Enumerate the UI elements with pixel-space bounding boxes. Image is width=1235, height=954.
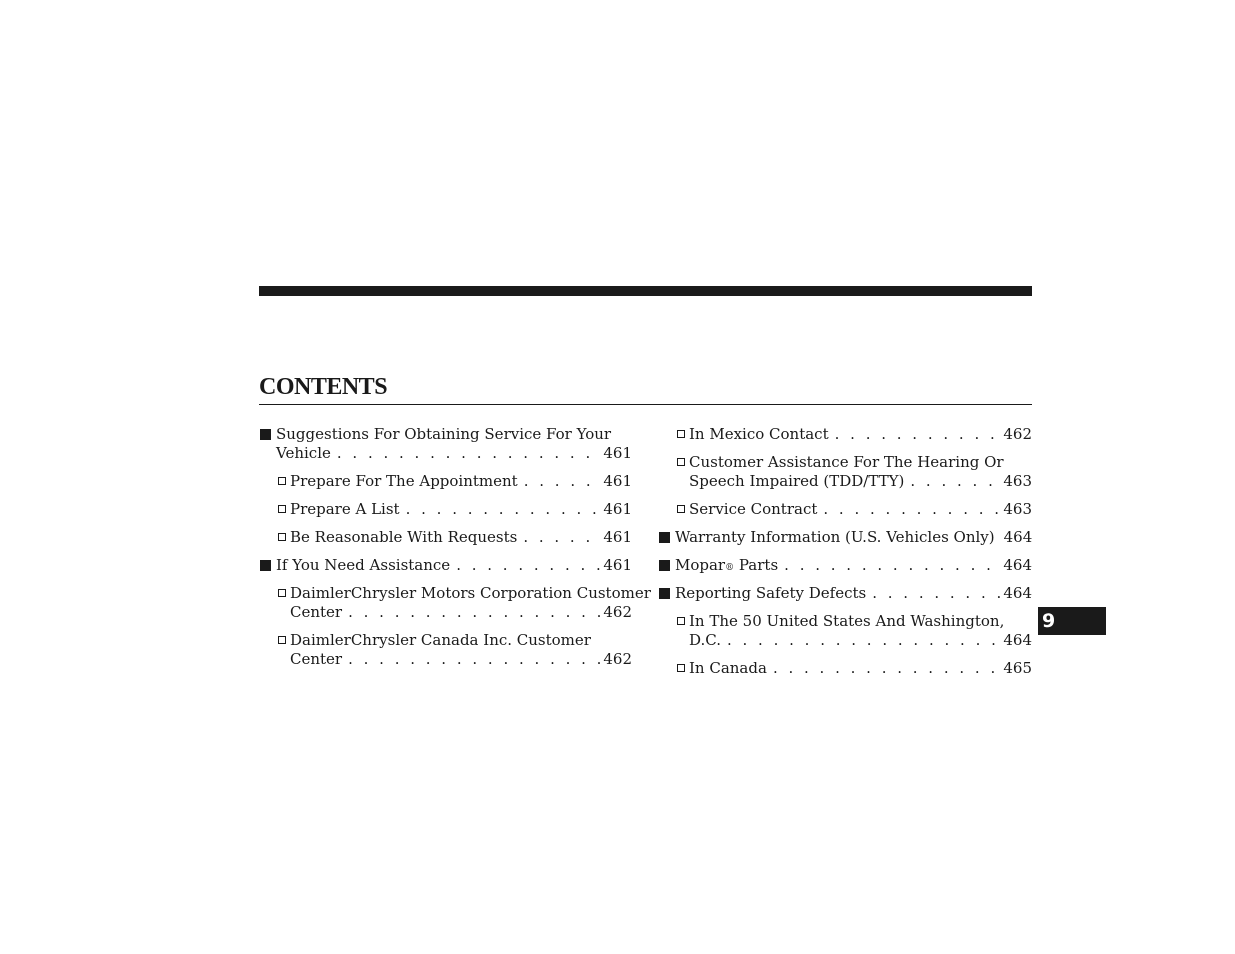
hollow-square-bullet-icon (677, 430, 685, 438)
header-rule-bar (259, 286, 1032, 296)
toc-page-number: 462 (603, 650, 632, 668)
leader-dots (456, 556, 600, 575)
toc-page-number: 462 (1003, 425, 1032, 443)
toc-entry-text-cont: Vehicle (276, 444, 331, 462)
leader-dots (910, 472, 1000, 491)
leader-dots (348, 650, 600, 669)
toc-entry-obtaining-service[interactable] (259, 425, 632, 463)
hollow-square-bullet-icon (677, 458, 685, 466)
page-title: CONTENTS (259, 374, 388, 400)
toc-entry-mexico-contact[interactable] (658, 425, 1032, 444)
filled-square-bullet-icon (659, 588, 670, 599)
title-underline (259, 404, 1032, 405)
leader-dots (835, 425, 1001, 444)
toc-entry-reasonable-requests[interactable] (259, 528, 632, 547)
toc-entry-text: In Mexico Contact (689, 425, 829, 443)
toc-entry-text-suffix: Parts (738, 556, 779, 574)
filled-square-bullet-icon (659, 560, 670, 571)
toc-page-number: 464 (1003, 631, 1032, 649)
toc-entry-text: Mopar (675, 556, 726, 574)
toc-entry-motors-customer-center[interactable] (259, 584, 651, 622)
toc-entry-text: Reporting Safety Defects (675, 584, 867, 602)
toc-entry-text-cont: D.C. (689, 631, 721, 649)
leader-dots (406, 500, 601, 519)
toc-entry-reporting-safety-defects[interactable] (658, 584, 1032, 603)
toc-entry-text: Prepare A List (290, 500, 400, 518)
filled-square-bullet-icon (659, 532, 670, 543)
hollow-square-bullet-icon (677, 505, 685, 513)
toc-entry-text: Customer Assistance For The Hearing Or (689, 453, 1004, 471)
leader-dots (773, 659, 1000, 678)
toc-page-number: 461 (603, 472, 632, 490)
toc-entry-text: In The 50 United States And Washington, (689, 612, 1005, 630)
toc-entry-text-cont: Center (290, 603, 343, 621)
toc-entry-in-canada[interactable] (658, 659, 1032, 678)
toc-entry-warranty-information[interactable] (658, 528, 1032, 547)
toc-page-number: 463 (1003, 472, 1032, 490)
hollow-square-bullet-icon (278, 589, 286, 597)
toc-page-number: 464 (1003, 556, 1032, 574)
toc-entry-mopar-parts[interactable]: Mopar ® Parts . . . 464 (658, 556, 1032, 575)
toc-page-number: 461 (603, 500, 632, 518)
toc-entry-text: If You Need Assistance (276, 556, 451, 574)
toc-entry-need-assistance[interactable] (259, 556, 632, 575)
toc-entry-hearing-impaired[interactable] (658, 453, 1032, 491)
toc-entry-text-cont: Center (290, 650, 343, 668)
leader-dots (524, 472, 601, 491)
leader-dots (727, 631, 1000, 650)
toc-entry-text: Prepare For The Appointment (290, 472, 518, 490)
leader-dots (872, 584, 1000, 603)
toc-entry-text: Be Reasonable With Requests (290, 528, 518, 546)
toc-page-number: 463 (1003, 500, 1032, 518)
toc-entry-fifty-states-dc[interactable] (658, 612, 1032, 650)
toc-entry-text: In Canada (689, 659, 767, 677)
hollow-square-bullet-icon (677, 617, 685, 625)
toc-entry-text: Warranty Information (U.S. Vehicles Only) (675, 528, 995, 546)
toc-page-number: 461 (603, 556, 632, 574)
hollow-square-bullet-icon (278, 505, 286, 513)
toc-page-number: 465 (1003, 659, 1032, 677)
leader-dots (784, 556, 1000, 575)
leader-dots (823, 500, 1000, 519)
leader-dots (523, 528, 600, 547)
hollow-square-bullet-icon (278, 636, 286, 644)
leader-dots (348, 603, 600, 622)
toc-page-number: 464 (1003, 584, 1032, 602)
toc-entry-prepare-list[interactable] (259, 500, 632, 519)
toc-page-number: 462 (603, 603, 632, 621)
toc-page-number: 461 (603, 444, 632, 462)
toc-page-number: 461 (603, 528, 632, 546)
filled-square-bullet-icon (260, 429, 271, 440)
toc-entry-text: DaimlerChrysler Motors Corporation Customer (290, 584, 651, 602)
toc-entry-text-cont: Speech Impaired (TDD/TTY) (689, 472, 905, 490)
toc-entry-canada-customer-center[interactable] (259, 631, 632, 669)
toc-entry-prepare-appointment[interactable] (259, 472, 632, 491)
hollow-square-bullet-icon (278, 477, 286, 485)
leader-dots (337, 444, 600, 463)
toc-entry-text: DaimlerChrysler Canada Inc. Customer (290, 631, 591, 649)
toc-entry-service-contract[interactable] (658, 500, 1032, 519)
chapter-tab: 9 (1038, 607, 1106, 635)
hollow-square-bullet-icon (677, 664, 685, 672)
hollow-square-bullet-icon (278, 533, 286, 541)
toc-page-number: 464 (1003, 528, 1033, 546)
toc-entry-text: Service Contract (689, 500, 818, 518)
filled-square-bullet-icon (260, 560, 271, 571)
toc-entry-text: Suggestions For Obtaining Service For Your (276, 425, 612, 443)
